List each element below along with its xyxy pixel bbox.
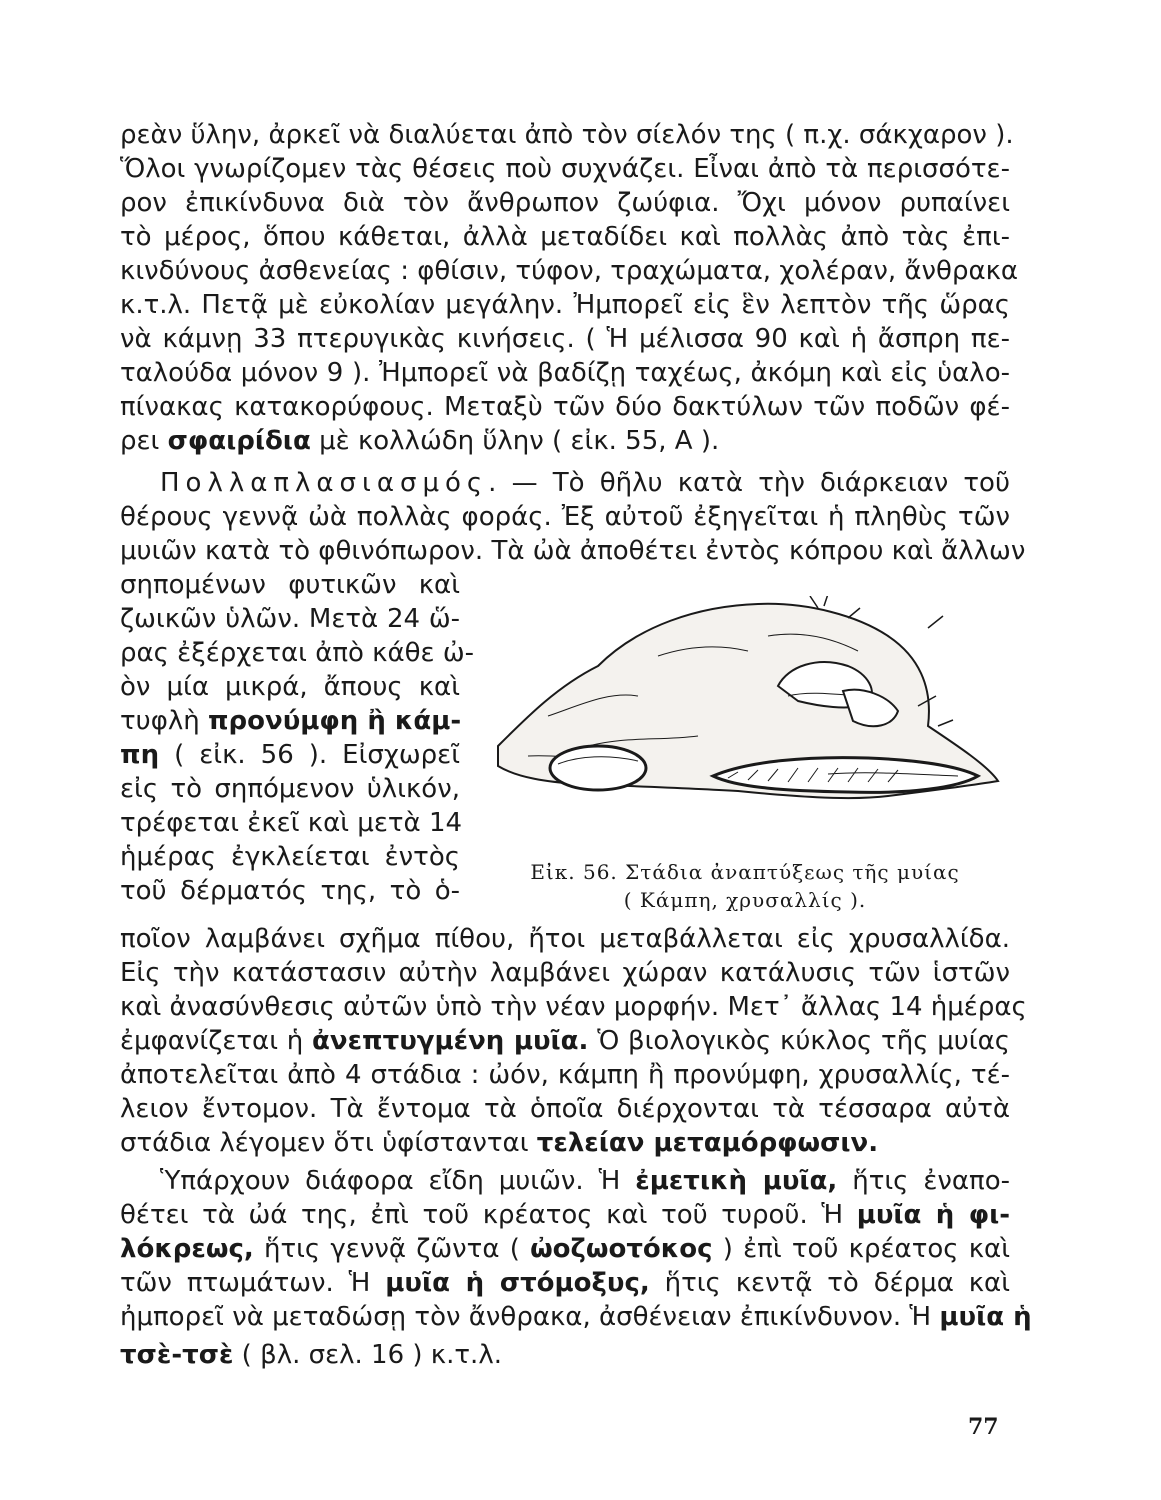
fly-larvae-illustration — [488, 596, 1008, 856]
text-run: μὲ κολλώδη ὕλην ( εἰκ. 55, Α ). — [310, 426, 720, 456]
text-line: θέρους γεννᾷ ὠὰ πολλὰς φοράς. Ἐξ αὐτοῦ ἐξηγεῖται ἡ πληθὺς τῶν — [120, 502, 1010, 532]
text-run: Ὁ βιολογικὸς κύκλος τῆς μυίας — [588, 1026, 1010, 1056]
text-line — [120, 738, 460, 772]
bold-term: πη — [120, 740, 160, 770]
text-line — [120, 704, 460, 738]
text-line: ταλούδα μόνον 9 ). Ἠμπορεῖ νὰ βαδίζῃ ταχέως, ἀκόμη καὶ εἰς ὑαλο- — [120, 358, 1010, 388]
text-line: λειον ἔντομον. Τὰ ἔντομα τὰ ὁποῖα διέρχονται τὰ τέσσαρα αὐτὰ — [120, 1094, 1010, 1124]
text-line: τὸ μέρος, ὅπου κάθεται, ἀλλὰ μεταδίδει καὶ πολλὰς ἀπὸ τὰς ἐπι- — [120, 222, 1010, 252]
text-run: ρει — [120, 426, 168, 456]
text-line — [120, 1300, 1032, 1334]
text-run: ἥτις γεννᾷ ζῶντα ( — [253, 1234, 531, 1264]
text-line: εἰς τὸ σηπόμενον ὑλικόν, — [120, 774, 460, 804]
text-line — [120, 1266, 1010, 1300]
text-line: ὸν μία μικρά, ἄπους καὶ — [120, 672, 460, 702]
text-run: τυφλὴ — [120, 706, 208, 736]
bold-term: ἀνεπτυγμένη μυῖα. — [312, 1026, 589, 1056]
bold-term: ἐμετικὴ μυῖα, — [635, 1166, 838, 1196]
text-run: θέτει τὰ ὠά της, ἐπὶ τοῦ κρέατος καὶ τοῦ τυροῦ. Ἡ — [120, 1200, 857, 1230]
text-run: στάδια λέγομεν ὅτι ὑφίστανται — [120, 1128, 537, 1158]
text-line: ἡμέρας ἐγκλείεται ἐντὸς — [120, 842, 460, 872]
text-line — [120, 1126, 1010, 1160]
text-line — [160, 1164, 1010, 1198]
text-line: καὶ ἀνασύνθεσις αὐτῶν ὑπὸ τὴν νέαν μορφήν. Μετ᾽ ἄλλας 14 ἡμέρας — [120, 992, 1027, 1022]
text-run: ( εἰκ. 56 ). Εἰσχωρεῖ — [159, 740, 460, 770]
text-run: ( βλ. σελ. 16 ) κ.τ.λ. — [233, 1340, 502, 1370]
text-run: ἥτις κεντᾷ τὸ δέρμα καὶ — [649, 1268, 1010, 1298]
text-line: ρον ἐπικίνδυνα διὰ τὸν ἄνθρωπον ζωύφια. Ὄχι μόνον ρυπαίνει — [120, 188, 1010, 218]
text-line — [120, 1338, 1010, 1372]
text-line: ρας ἐξέρχεται ἀπὸ κάθε ὠ- — [120, 638, 475, 668]
text-run: ἠμπορεῖ νὰ μεταδώσῃ τὸν ἄνθρακα, ἀσθένειαν ἐπικίνδυνον. Ἡ — [120, 1302, 940, 1332]
text-run: . — Τὸ θῆλυ κατὰ τὴν διάρκειαν τοῦ — [488, 468, 1010, 498]
text-line: τρέφεται ἐκεῖ καὶ μετὰ 14 — [120, 808, 463, 838]
bold-term: ὠοζωοτόκος — [530, 1234, 713, 1264]
text-line — [120, 1198, 1010, 1232]
bold-term: τσὲ-τσὲ — [120, 1340, 234, 1370]
text-run: τῶν πτωμάτων. Ἡ — [120, 1268, 386, 1298]
text-line: Ὅλοι γνωρίζομεν τὰς θέσεις ποὺ συχνάζει. Εἶναι ἀπὸ τὰ περισσότε- — [120, 154, 1010, 184]
text-line — [120, 1232, 1010, 1266]
figure-caption-subtitle: ( Κάμπη, χρυσαλλίς ). — [623, 888, 867, 912]
text-line: Εἰς τὴν κατάστασιν αὐτὴν λαμβάνει χώραν κατάλυσις τῶν ἱστῶν — [120, 958, 1010, 988]
text-line: κ.τ.λ. Πετᾷ μὲ εὐκολίαν μεγάλην. Ἠμπορεῖ εἰς ἓν λεπτὸν τῆς ὥρας — [120, 290, 1010, 320]
text-run: ) ἐπὶ τοῦ κρέατος καὶ — [712, 1234, 1010, 1264]
text-line — [120, 1024, 1010, 1058]
text-run: ἐμφανίζεται ἡ — [120, 1026, 313, 1056]
text-line: ρεὰν ὕλην, ἀρκεῖ νὰ διαλύεται ἀπὸ τὸν σίελόν της ( π.χ. σάκχαρον ). — [120, 120, 1014, 150]
text-line: σηπομένων φυτικῶν καὶ — [120, 570, 460, 600]
bold-term: λόκρεως, — [120, 1234, 254, 1264]
section-heading: Πολλαπλασιασμός — [160, 468, 489, 498]
text-line — [160, 466, 1010, 500]
text-line — [120, 424, 1010, 458]
bold-term: μυῖα ἡ φι- — [856, 1200, 1010, 1230]
text-line: κινδύνους ἀσθενείας : φθίσιν, τύφον, τραχώματα, χολέραν, ἄνθρακα — [120, 256, 1019, 286]
text-line: ποῖον λαμβάνει σχῆμα πίθου, ἤτοι μεταβάλλεται εἰς χρυσαλλίδα. — [120, 924, 1010, 954]
bold-term: τελείαν μεταμόρφωσιν. — [536, 1128, 879, 1158]
bold-term: μυῖα ἡ — [939, 1302, 1032, 1332]
bold-term: προνύμφη ἢ κάμ- — [207, 706, 462, 736]
text-run: Ὑπάρχουν διάφορα εἴδη μυιῶν. Ἡ — [160, 1166, 636, 1196]
bold-term: μυῖα ἡ στόμοξυς, — [385, 1268, 650, 1298]
text-line: ζωικῶν ὑλῶν. Μετὰ 24 ὥ- — [120, 604, 460, 634]
text-line: πίνακας κατακορύφους. Μεταξὺ τῶν δύο δακτύλων τῶν ποδῶν φέ- — [120, 392, 1010, 422]
bold-term: σφαιρίδια — [167, 426, 311, 456]
text-line: νὰ κάμνῃ 33 πτερυγικὰς κινήσεις. ( Ἡ μέλισσα 90 καὶ ἡ ἄσπρη πε- — [120, 324, 1010, 354]
text-line: ἀποτελεῖται ἀπὸ 4 στάδια : ὠόν, κάμπη ἢ προνύμφη, χρυσαλλίς, τέ- — [120, 1060, 1010, 1090]
text-run: ἥτις ἐναπο- — [837, 1166, 1010, 1196]
figure-caption: Εἰκ. 56. Στάδια ἀναπτύξεως τῆς μυίας — [530, 860, 960, 884]
page-number: 77 — [968, 1414, 999, 1440]
text-line: μυιῶν κατὰ τὸ φθινόπωρον. Τὰ ὠὰ ἀποθέτει ἐντὸς κόπρου καὶ ἄλλων — [120, 536, 1026, 566]
text-line: τοῦ δέρματός της, τὸ ὁ- — [120, 876, 460, 906]
